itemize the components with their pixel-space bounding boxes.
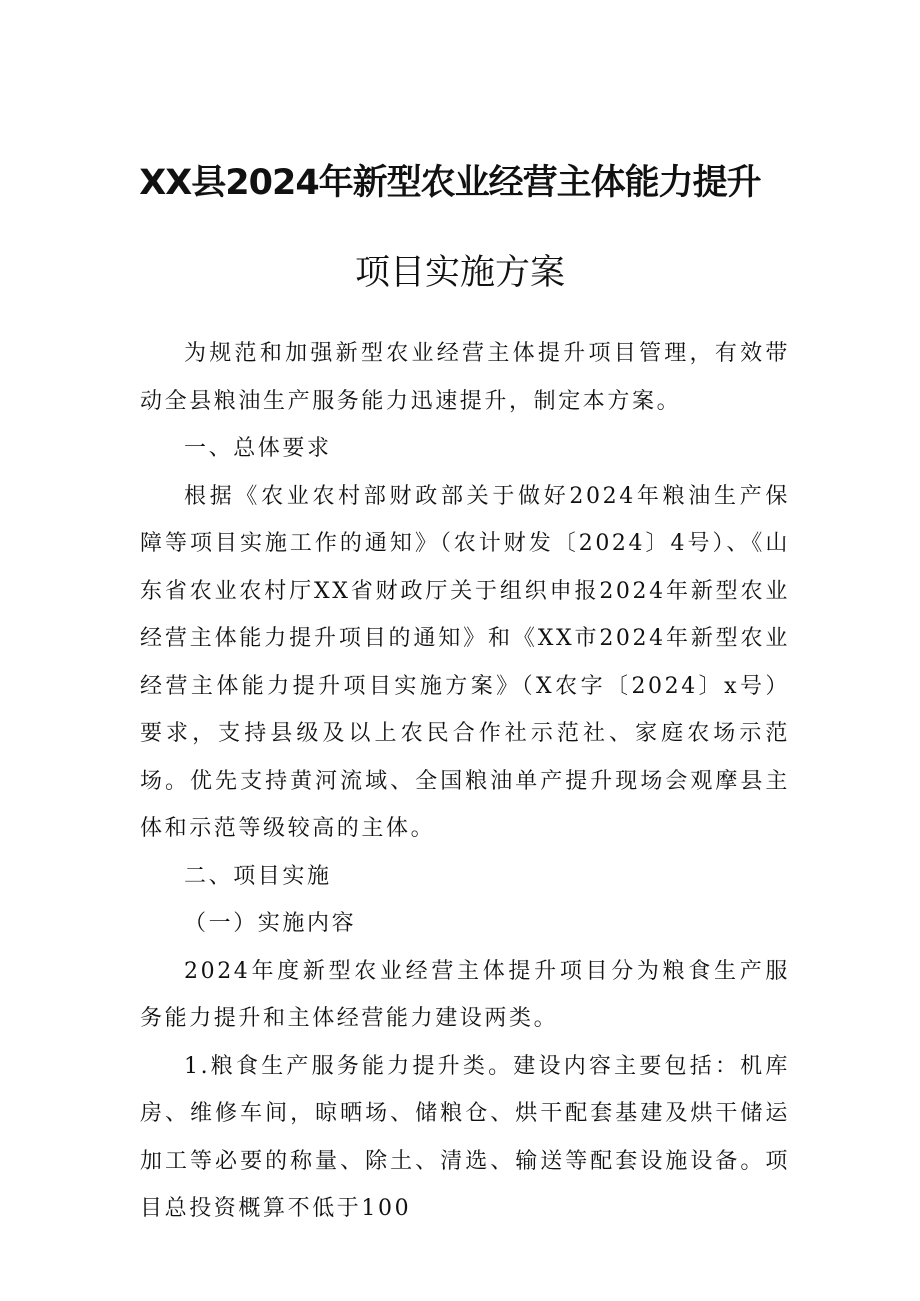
section-heading-project-implementation: 二、项目实施 <box>184 863 332 889</box>
section-heading-general-requirements: 一、总体要求 <box>184 436 332 461</box>
document-title-line-1: XX县2024年新型农业经营主体能力提升 <box>139 163 761 203</box>
document-title-line-2: 项目实施方案 <box>354 253 565 293</box>
intro-paragraph: 为规范和加强新型农业经营主体提升项目管理，有效带动全县粮油生产服务能力迅速提升，制定本方案。 <box>140 341 790 414</box>
content-paragraph: 2024年度新型农业经营主体提升项目分为粮食生产服务能力提升和主体经营能力建设两类。 <box>140 958 790 1031</box>
document-body <box>140 330 790 1233</box>
basis-paragraph: 根据《农业农村部财政部关于做好2024年粮油生产保障等项目实施工作的通知》（农计财发〔2024〕4号）、《山东省农业农村厅XX省财政厅关于组织申报2024年新型农业经营主体能力提升项目的通知》和《XX市2024年新型农业经营主体能力提升项目实施方案》（X农字〔2024〕x号）要求，支持县级及以上农民合作社示范社、家庭农场示范场。优先支持黄河流域、全国粮油单产提升现场会观摩县主体和示范等级较高的主体。 <box>140 483 790 841</box>
subsection-heading-content: （一）实施内容 <box>184 911 357 936</box>
item-1-paragraph: 1.粮食生产服务能力提升类。建设内容主要包括：机库房、维修车间，晾晒场、储粮仓、烘干配套基建及烘干储运加工等必要的称量、除土、清选、输送等配套设施设备。项目总投资概算不低于100 <box>140 1053 790 1221</box>
